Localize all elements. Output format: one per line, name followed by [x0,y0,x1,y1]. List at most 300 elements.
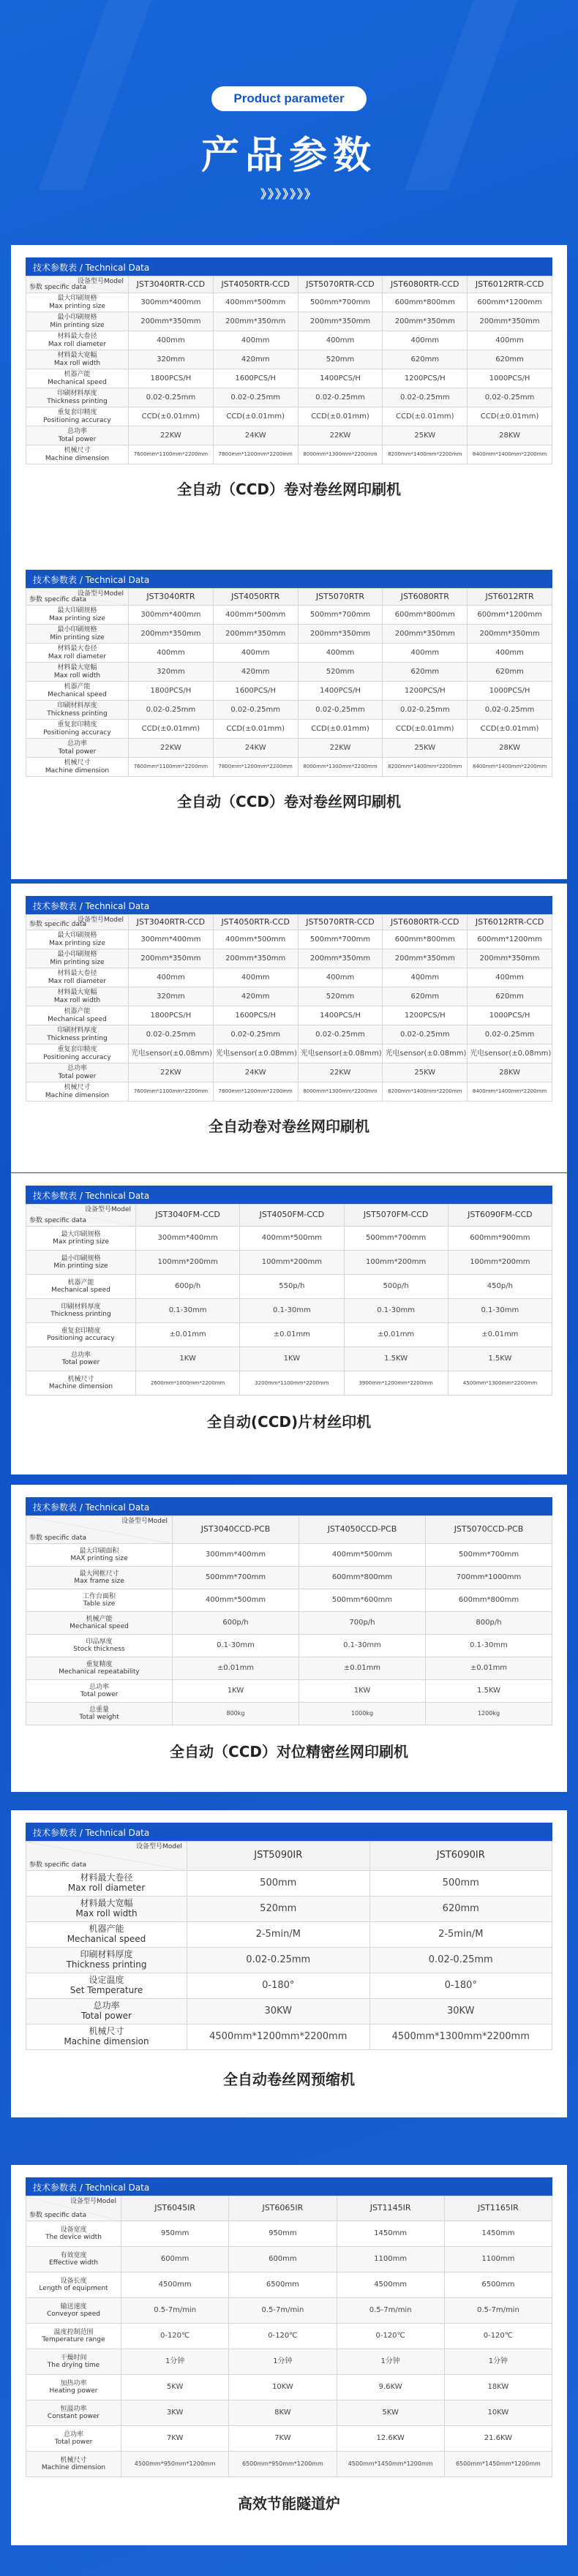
model-name: JST6012RTR [468,589,552,606]
corner-specific-label: 参数 specific data [29,1534,86,1542]
spec-value: 200mm*350mm [383,625,468,644]
table-row [26,426,552,445]
spec-value: 1KW [173,1680,299,1703]
row-label [26,682,129,701]
spec-value: 28KW [468,1063,552,1082]
spec-value: 1450mm [337,2221,444,2247]
spec-value: 420mm [213,350,298,369]
spec-value: 1分钟 [444,2349,552,2375]
row-label-en: Positioning accuracy [43,416,111,424]
spec-table [26,2196,552,2477]
card-header: 技术参数表 / Technical Data [26,1823,552,1841]
spec-table [26,276,552,464]
row-label-zh: 机器产能 [64,371,91,379]
row-label-zh: 总功率 [67,428,87,436]
table-row [26,331,552,350]
spec-value: 0.5-7m/min [121,2298,229,2324]
row-label-en: Max roll diameter [67,1883,146,1893]
model-name: JST3040RTR-CCD [129,915,214,930]
spec-value: 500mm*700mm [298,606,383,625]
row-label-en: Machine dimension [45,767,110,775]
spec-value: 600mm*800mm [426,1589,552,1612]
spec-value: 0-120℃ [444,2324,552,2349]
row-label-zh: 机器产能 [64,683,91,691]
spec-table [26,1204,552,1396]
spec-value: 200mm*350mm [383,312,468,331]
product-caption: 全自动卷对卷丝网印刷机 [209,1118,369,1135]
spec-value: 2600mm*1000mm*2200mm [136,1371,240,1396]
row-label-zh: 机械尺寸 [64,447,91,455]
row-label [26,331,129,350]
table-row [26,2452,552,2477]
spec-value: ±0.01mm [426,1657,552,1680]
corner-specific-label: 参数 specific data [29,283,86,291]
spec-value: ±0.01mm [299,1657,426,1680]
row-label-zh: 干燥时间 [60,2354,87,2362]
row-label [26,1680,173,1703]
spec-value: 600mm*800mm [299,1567,426,1589]
spec-value: 400mm [213,331,298,350]
spec-value: 620mm [468,663,552,682]
row-label [26,720,129,739]
spec-value: 0.1-30mm [136,1299,240,1323]
row-label-zh: 机械产能 [86,1615,113,1623]
spec-value: 600mm*1200mm [468,293,552,312]
spec-value: 1400PCS/H [298,1006,383,1025]
spec-value: 300mm*400mm [136,1227,240,1251]
spec-value: 光电sensor(±0.08mm) [468,1044,552,1063]
spec-value: 0-180° [369,1973,552,1999]
row-label-zh: 材料最大卷径 [80,1872,133,1883]
spec-value: 400mm*500mm [213,930,298,949]
table-row [26,930,552,949]
row-label-en: Machine dimension [45,454,110,462]
spec-value: 18KW [444,2375,552,2400]
spec-table [26,914,552,1101]
row-label-zh: 印刷材料厚度 [57,390,97,398]
spec-value: 1KW [299,1680,426,1703]
row-label-en: Positioning accuracy [43,728,111,737]
spec-value: 300mm*400mm [129,930,214,949]
spec-value: 400mm [129,331,214,350]
spec-value: 22KW [298,1063,383,1082]
spec-value: 1100mm [337,2247,444,2272]
spec-value: 1450mm [444,2221,552,2247]
spec-value: 500mm [187,1871,370,1897]
spec-value: 500mm*700mm [426,1544,552,1567]
corner-specific-label: 参数 specific data [29,920,86,928]
corner-model-label: 设备型号Model [77,590,124,598]
row-label [26,930,129,949]
spec-value: 500mm*700mm [298,293,383,312]
spec-value: 1200PCS/H [383,682,468,701]
row-label [26,1275,136,1299]
spec-value: 200mm*350mm [298,312,383,331]
model-name: JST1165IR [444,2196,552,2221]
table-row [26,2349,552,2375]
row-label-en: Max roll width [53,359,101,367]
spec-value: CCD(±0.01mm) [383,720,468,739]
spec-value: 21.6KW [444,2426,552,2452]
spec-value: 1600PCS/H [213,1006,298,1025]
row-label-en: Mechanical speed [48,378,107,386]
row-label-zh: 设定温度 [89,1975,124,1986]
spec-value: 3900mm*1200mm*2200mm [344,1371,448,1396]
spec-value: 420mm [213,987,298,1006]
spec-value: 320mm [129,663,214,682]
spec-value: 7800mm*1200mm*2200mm [213,445,298,464]
table-row [26,1567,552,1589]
row-label [26,1897,187,1922]
row-label [26,1612,173,1635]
spec-value: 4500mm*950mm*1200mm [121,2452,229,2477]
table-row [26,663,552,682]
row-label [26,1589,173,1612]
spec-value: 300mm*400mm [173,1544,299,1567]
spec-value: 0.1-30mm [240,1299,344,1323]
spec-value: 7KW [229,2426,337,2452]
spec-value: 30KW [187,1999,370,2025]
row-label [26,388,129,407]
spec-value: 0.5-7m/min [229,2298,337,2324]
model-name: JST5070RTR-CCD [298,276,383,293]
spec-value: 4500mm*1300mm*2200mm [448,1371,552,1396]
spec-value: 200mm*350mm [129,625,214,644]
spec-value: 400mm [298,644,383,663]
table-row [26,1371,552,1396]
row-label-en: The device width [45,2234,102,2241]
row-label-zh: 材料最大卷径 [57,645,97,653]
spec-value: 1分钟 [229,2349,337,2375]
row-label-en: Mechanical speed [67,1934,146,1944]
row-label [26,1227,136,1251]
spec-value: 7600mm*1100mm*2200mm [129,758,214,777]
spec-value: ±0.01mm [344,1323,448,1347]
spec-value: 8400mm*1400mm*2200mm [468,758,552,777]
spec-card-5 [11,1485,567,1792]
row-label-zh: 总功率 [70,1351,91,1359]
card-header: 技术参数表 / Technical Data [26,1186,552,1204]
spec-value: 600mm [121,2247,229,2272]
spec-value: 4500mm [337,2272,444,2298]
spec-value: 100mm*200mm [448,1251,552,1275]
chevron-decoration: 》》》》》》》 [260,187,318,201]
corner-model-label: 设备型号Model [121,1518,168,1525]
row-label [26,445,129,464]
row-label-en: Min printing size [53,1262,108,1270]
row-label-zh: 有效宽度 [60,2251,87,2259]
spec-value: CCD(±0.01mm) [383,407,468,426]
row-label [26,350,129,369]
model-header-row [26,2196,552,2221]
table-row [26,625,552,644]
row-label-zh: 重复套印精度 [61,1327,101,1335]
row-label-zh: 材料最大卷径 [57,333,97,341]
spec-value: 400mm [468,968,552,987]
table-row [26,1544,552,1567]
row-label-zh: 机械尺寸 [89,2026,124,2037]
model-header-row [26,276,552,293]
row-label-zh: 恒温功率 [60,2405,87,2413]
row-label-zh: 重复套印精度 [57,409,97,417]
product-caption: 全自动卷丝网预缩机 [223,2071,355,2088]
row-label-zh: 材料最大卷径 [57,970,97,978]
spec-value: CCD(±0.01mm) [129,407,214,426]
spec-value: 0.02-0.25mm [468,388,552,407]
table-row [26,1251,552,1275]
table-corner [26,1205,136,1227]
spec-value: 0.02-0.25mm [213,701,298,720]
spec-value: 500mm*700mm [298,930,383,949]
spec-value: 0.1-30mm [344,1299,448,1323]
row-label-en: Conveyor speed [47,2311,100,2318]
spec-value: 200mm*350mm [468,625,552,644]
spec-value: 8000mm*1300mm*2200mm [298,445,383,464]
product-caption: 全自动（CCD）对位精密丝网印刷机 [170,1743,408,1760]
spec-value: 24KW [213,739,298,758]
spec-value: 0.02-0.25mm [129,701,214,720]
row-label [26,2025,187,2050]
row-label-en: Total power [80,1691,119,1698]
spec-value: 200mm*350mm [298,949,383,968]
row-label [26,2426,121,2452]
spec-value: 6500mm [444,2272,552,2298]
spec-card-2 [11,557,567,879]
spec-value: 320mm [129,350,214,369]
row-label-en: Positioning accuracy [43,1053,111,1061]
row-label-en: Heating power [49,2387,98,2395]
table-row [26,682,552,701]
table-row [26,407,552,426]
row-label-en: Temperature range [42,2336,105,2343]
spec-value: 400mm [129,644,214,663]
spec-value: 8400mm*1400mm*2200mm [468,1082,552,1101]
row-label [26,663,129,682]
spec-value: 0-120℃ [229,2324,337,2349]
spec-value: 8000mm*1300mm*2200mm [298,758,383,777]
spec-value: 22KW [129,426,214,445]
spec-value: 1400PCS/H [298,369,383,388]
model-name: JST5090IR [187,1842,370,1871]
row-label-zh: 材料最大宽幅 [57,352,97,360]
spec-value: 25KW [383,1063,468,1082]
spec-value: CCD(±0.01mm) [213,720,298,739]
spec-value: 光电sensor(±0.08mm) [383,1044,468,1063]
row-label-zh: 最大网框尺寸 [79,1570,119,1578]
model-name: JST3040CCD-PCB [173,1516,299,1544]
row-label-en: Machine dimension [48,1383,113,1390]
row-label-zh: 最小印刷规格 [57,626,97,634]
spec-value: 700p/h [299,1612,426,1635]
row-label-en: Mechanical repeatability [59,1668,140,1676]
model-name: JST6090IR [369,1842,552,1871]
spec-value: 700mm*1000mm [426,1567,552,1589]
model-name: JST5070RTR-CCD [298,915,383,930]
row-label [26,2349,121,2375]
model-name: JST3040RTR-CCD [129,276,214,293]
row-label [26,1657,173,1680]
spec-value: 22KW [129,739,214,758]
row-label-en: Thickness printing [47,1034,108,1042]
table-corner [26,276,129,293]
spec-value: CCD(±0.01mm) [213,407,298,426]
spec-value: 500mm*700mm [344,1227,448,1251]
row-label-zh: 输送速度 [60,2302,87,2311]
row-label-en: Total weight [79,1714,119,1721]
row-label [26,1063,129,1082]
table-row [26,1871,552,1897]
table-row [26,758,552,777]
spec-value: 620mm [383,987,468,1006]
row-label [26,312,129,331]
model-name: JST5070RTR [298,589,383,606]
spec-value: 1800PCS/H [129,682,214,701]
model-name: JST4050CCD-PCB [299,1516,426,1544]
table-row [26,2375,552,2400]
spec-value: 25KW [383,739,468,758]
row-label-zh: 总功率 [63,2430,83,2438]
spec-value: 200mm*350mm [129,312,214,331]
row-label-zh: 机械尺寸 [60,2456,87,2464]
spec-value: 600mm*900mm [448,1227,552,1251]
row-label-zh: 最大印刷规格 [57,932,97,940]
spec-value: 0.1-30mm [299,1635,426,1657]
spec-value: 320mm [129,987,214,1006]
spec-value: 1分钟 [121,2349,229,2375]
table-row [26,369,552,388]
row-label-en: Total power [61,1359,100,1366]
model-name: JST6080RTR-CCD [383,915,468,930]
row-label [26,1299,136,1323]
row-label-en: Thickness printing [47,397,108,405]
model-name: JST6012RTR-CCD [468,915,552,930]
spec-value: 22KW [298,739,383,758]
spec-value: 0.02-0.25mm [383,701,468,720]
table-row [26,445,552,464]
row-label-zh: 材料最大宽幅 [57,989,97,997]
row-label [26,1922,187,1948]
spec-value: 400mm [383,331,468,350]
spec-value: 400mm*500mm [213,606,298,625]
spec-value: CCD(±0.01mm) [468,720,552,739]
row-label [26,987,129,1006]
spec-value: 22KW [298,426,383,445]
table-row [26,1082,552,1101]
table-row [26,2298,552,2324]
row-label-zh: 印刷材料厚度 [61,1303,101,1311]
model-name: JST4050FM-CCD [240,1205,344,1227]
page-header [0,86,578,202]
table-row [26,2025,552,2050]
row-label-en: Max roll diameter [48,652,107,660]
spec-value: 520mm [298,663,383,682]
spec-value: 200mm*350mm [213,312,298,331]
table-row [26,968,552,987]
row-label-en: Machine dimension [41,2464,106,2471]
spec-value: 1KW [240,1347,344,1371]
spec-value: 600mm*800mm [383,930,468,949]
spec-value: 950mm [121,2221,229,2247]
corner-specific-label: 参数 specific data [29,2211,86,2219]
spec-value: 0.02-0.25mm [187,1948,370,1973]
table-corner [26,915,129,930]
row-label-zh: 总重量 [89,1706,109,1714]
spec-value: 8200mm*1400mm*2200mm [383,758,468,777]
row-label [26,1999,187,2025]
corner-model-label: 设备型号Model [77,278,124,285]
row-label-en: Max roll width [53,996,101,1004]
spec-value: 0.02-0.25mm [129,1025,214,1044]
spec-value: 8000mm*1300mm*2200mm [298,1082,383,1101]
row-label [26,369,129,388]
row-label-en: Total power [58,747,97,756]
row-label [26,1082,129,1101]
spec-value: 光电sensor(±0.08mm) [213,1044,298,1063]
spec-value: 1KW [136,1347,240,1371]
spec-table [26,588,552,777]
row-label [26,2400,121,2426]
card-header: 技术参数表 / Technical Data [26,570,552,588]
spec-value: ±0.01mm [240,1323,344,1347]
spec-value: 10KW [444,2400,552,2426]
corner-model-label: 设备型号Model [84,1206,131,1213]
table-row [26,1680,552,1703]
spec-value: 0.02-0.25mm [298,701,383,720]
corner-specific-label: 参数 specific data [29,595,86,603]
row-label-zh: 总功率 [93,2000,120,2011]
spec-value: 200mm*350mm [383,949,468,968]
spec-value: 400mm [298,968,383,987]
spec-value: 1000PCS/H [468,369,552,388]
table-row [26,1612,552,1635]
spec-value: 600mm*800mm [383,293,468,312]
table-row [26,293,552,312]
table-row [26,312,552,331]
spec-value: 600mm*1200mm [468,606,552,625]
spec-value: 8200mm*1400mm*2200mm [383,1082,468,1101]
spec-value: 6500mm*1450mm*1200mm [444,2452,552,2477]
table-row [26,1897,552,1922]
spec-value: 620mm [468,350,552,369]
spec-value: 100mm*200mm [136,1251,240,1275]
spec-value: 300mm*400mm [129,293,214,312]
row-label-en: Machine dimension [64,2036,149,2046]
spec-value: 450p/h [448,1275,552,1299]
row-label [26,739,129,758]
row-label-en: MAX printing size [70,1555,128,1562]
spec-value: 500mm*600mm [299,1589,426,1612]
row-label-zh: 设备长度 [60,2277,87,2285]
row-label-en: Mechanical speed [48,690,107,698]
spec-value: 0.02-0.25mm [129,388,214,407]
spec-value: 22KW [129,1063,214,1082]
spec-value: 1分钟 [337,2349,444,2375]
spec-value: 620mm [369,1897,552,1922]
table-row [26,1922,552,1948]
spec-value: 12.6KW [337,2426,444,2452]
table-row [26,1999,552,2025]
spec-value: 0.1-30mm [426,1635,552,1657]
card-header: 技术参数表 / Technical Data [26,1497,552,1515]
row-label-zh: 机械尺寸 [67,1375,94,1383]
model-name: JST4050RTR-CCD [213,915,298,930]
spec-value: 0.5-7m/min [337,2298,444,2324]
spec-value: 1.5KW [448,1347,552,1371]
row-label-zh: 材料最大宽幅 [57,664,97,672]
row-label [26,1251,136,1275]
row-label [26,1323,136,1347]
row-label-en: Total power [58,1072,97,1080]
